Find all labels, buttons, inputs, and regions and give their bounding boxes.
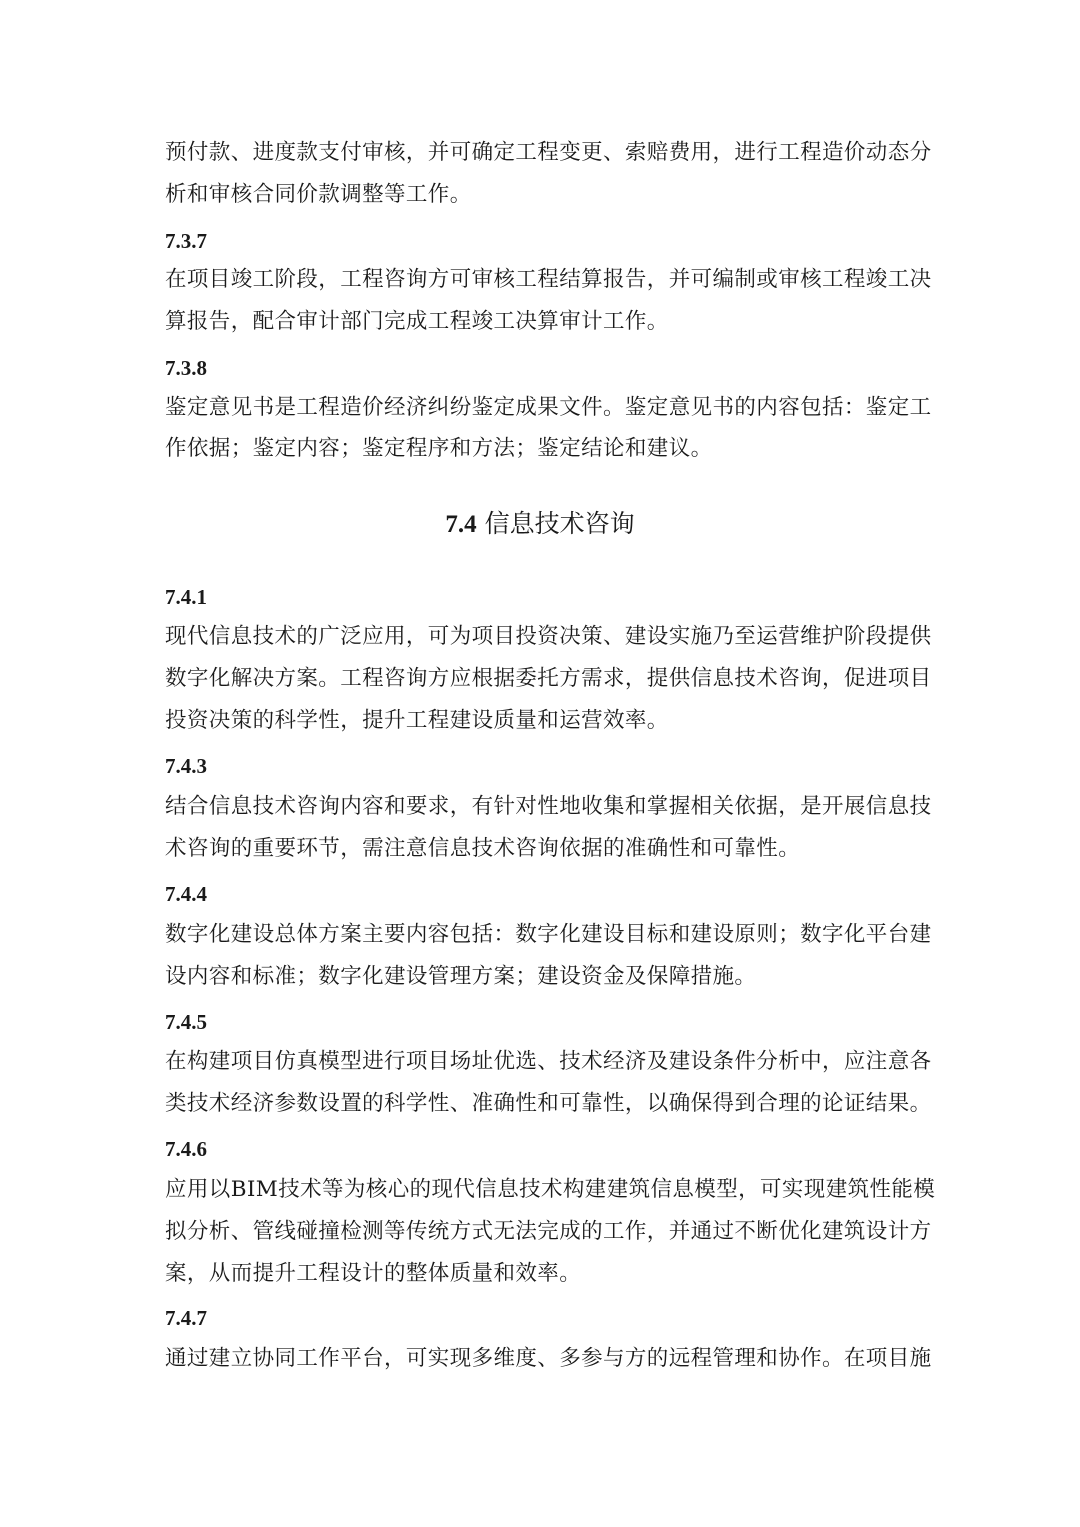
clause-number: 7.3.7 <box>165 229 207 253</box>
clause-number: 7.4.1 <box>165 585 207 609</box>
paragraph-line: 算报告，配合审计部门完成工程竣工决算审计工作。 <box>165 309 669 334</box>
paragraph-line: 数字化建设总体方案主要内容包括：数字化建设目标和建设原则；数字化平台建 <box>165 922 932 947</box>
paragraph-line: 投资决策的科学性，提升工程建设质量和运营效率。 <box>165 708 669 733</box>
clause-number: 7.4.3 <box>165 754 207 778</box>
section-heading <box>0 507 1080 541</box>
section-title: 信息技术咨询 <box>484 509 635 538</box>
paragraph-line: 应用以BIM技术等为核心的现代信息技术构建建筑信息模型，可实现建筑性能模 <box>165 1177 936 1202</box>
paragraph-line: 在项目竣工阶段，工程咨询方可审核工程结算报告，并可编制或审核工程竣工决 <box>165 267 932 292</box>
paragraph-line: 设内容和标准；数字化建设管理方案；建设资金及保障措施。 <box>165 964 757 989</box>
paragraph-line: 数字化解决方案。工程咨询方应根据委托方需求，提供信息技术咨询，促进项目 <box>165 666 932 691</box>
paragraph-line: 案，从而提升工程设计的整体质量和效率。 <box>165 1261 582 1286</box>
paragraph-line: 术咨询的重要环节，需注意信息技术咨询依据的准确性和可靠性。 <box>165 836 801 861</box>
paragraph-line: 析和审核合同价款调整等工作。 <box>165 182 472 207</box>
section-number: 7.4 <box>445 511 477 538</box>
paragraph-line: 预付款、进度款支付审核，并可确定工程变更、索赔费用，进行工程造价动态分 <box>165 140 932 165</box>
clause-number: 7.4.5 <box>165 1010 207 1034</box>
clause-number: 7.3.8 <box>165 356 207 380</box>
clause-number: 7.4.7 <box>165 1306 207 1330</box>
paragraph-line: 拟分析、管线碰撞检测等传统方式无法完成的工作，并通过不断优化建筑设计方 <box>165 1219 932 1244</box>
paragraph-line: 类技术经济参数设置的科学性、准确性和可靠性，以确保得到合理的论证结果。 <box>165 1091 932 1116</box>
clause-number: 7.4.4 <box>165 882 207 906</box>
paragraph-line: 作依据；鉴定内容；鉴定程序和方法；鉴定结论和建议。 <box>165 436 713 461</box>
paragraph-line: 现代信息技术的广泛应用，可为项目投资决策、建设实施乃至运营维护阶段提供 <box>165 624 932 649</box>
paragraph-line: 结合信息技术咨询内容和要求，有针对性地收集和掌握相关依据，是开展信息技 <box>165 794 932 819</box>
clause-number: 7.4.6 <box>165 1137 207 1161</box>
paragraph-line: 在构建项目仿真模型进行项目场址优选、技术经济及建设条件分析中，应注意各 <box>165 1049 932 1074</box>
paragraph-line: 鉴定意见书是工程造价经济纠纷鉴定成果文件。鉴定意见书的内容包括：鉴定工 <box>165 395 932 420</box>
paragraph-line: 通过建立协同工作平台，可实现多维度、多参与方的远程管理和协作。在项目施 <box>165 1346 932 1371</box>
